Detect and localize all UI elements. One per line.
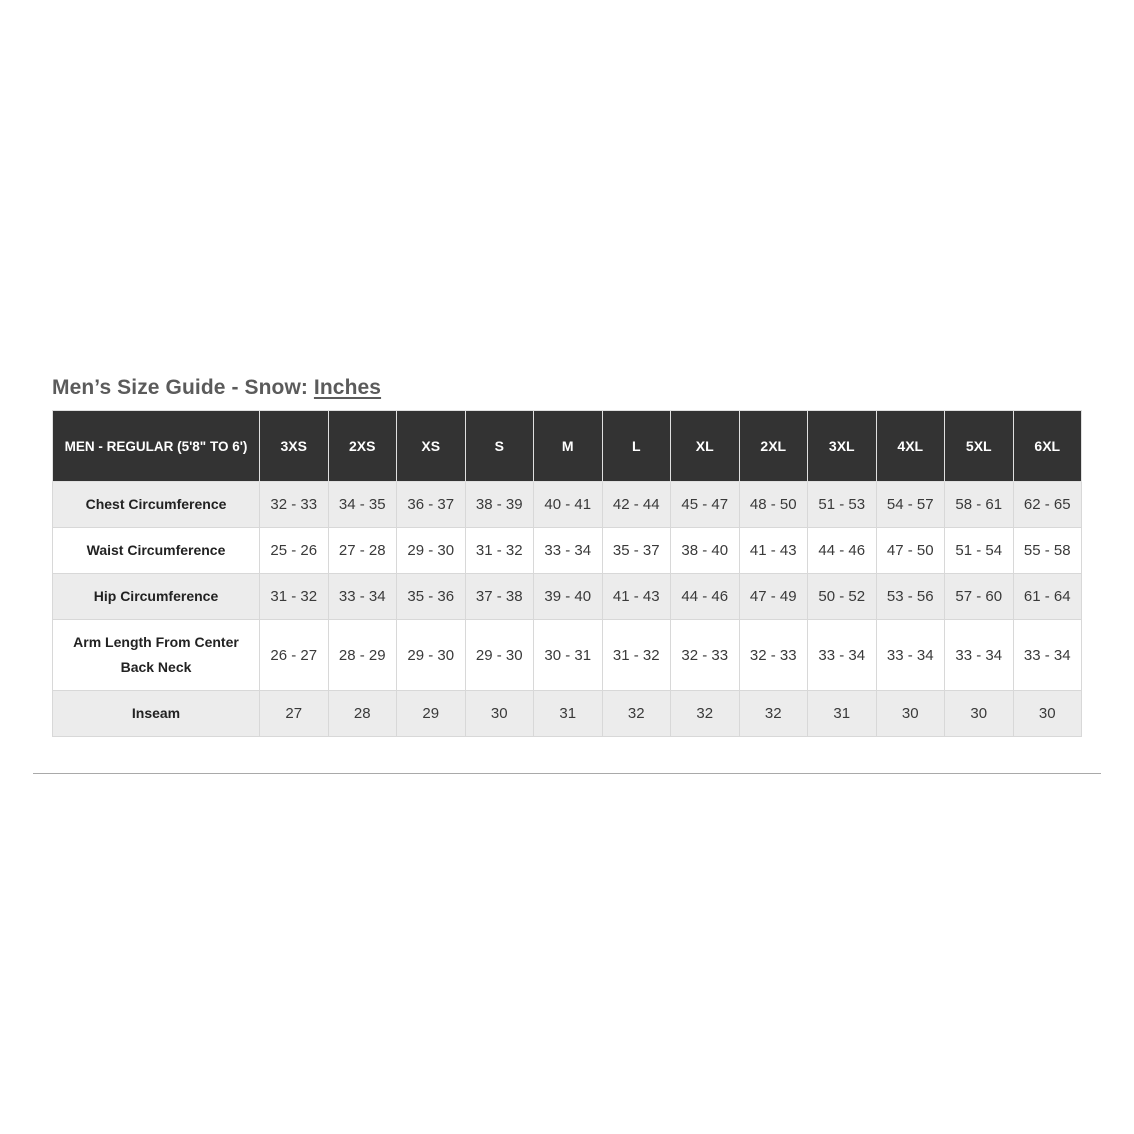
- section-divider: [33, 773, 1101, 774]
- table-cell: 28 - 29: [328, 620, 397, 691]
- table-cell: 55 - 58: [1013, 528, 1082, 574]
- size-column-header: XL: [671, 411, 740, 482]
- row-label: Arm Length From Center Back Neck: [53, 620, 260, 691]
- table-cell: 31 - 32: [465, 528, 534, 574]
- table-cell: 45 - 47: [671, 482, 740, 528]
- table-cell: 35 - 36: [397, 574, 466, 620]
- table-cell: 47 - 49: [739, 574, 808, 620]
- table-cell: 29: [397, 691, 466, 737]
- table-cell: 32 - 33: [671, 620, 740, 691]
- table-cell: 61 - 64: [1013, 574, 1082, 620]
- table-cell: 54 - 57: [876, 482, 945, 528]
- row-label: Chest Circumference: [53, 482, 260, 528]
- table-cell: 62 - 65: [1013, 482, 1082, 528]
- table-cell: 33 - 34: [945, 620, 1014, 691]
- fit-type-header: MEN - REGULAR (5'8" TO 6'): [53, 411, 260, 482]
- size-column-header: 6XL: [1013, 411, 1082, 482]
- table-cell: 27: [260, 691, 329, 737]
- table-cell: 32: [671, 691, 740, 737]
- table-row-chest: [53, 482, 1082, 528]
- table-row-arm-length: [53, 620, 1082, 691]
- size-header-row: [53, 411, 1082, 482]
- table-cell: 33 - 34: [1013, 620, 1082, 691]
- table-cell: 33 - 34: [328, 574, 397, 620]
- table-cell: 32: [739, 691, 808, 737]
- table-cell: 32 - 33: [739, 620, 808, 691]
- table-cell: 34 - 35: [328, 482, 397, 528]
- size-column-header: S: [465, 411, 534, 482]
- size-column-header: L: [602, 411, 671, 482]
- table-cell: 28: [328, 691, 397, 737]
- size-column-header: 3XS: [260, 411, 329, 482]
- table-cell: 48 - 50: [739, 482, 808, 528]
- table-cell: 40 - 41: [534, 482, 603, 528]
- inches-unit-link[interactable]: Inches: [313, 376, 382, 399]
- table-cell: 41 - 43: [739, 528, 808, 574]
- table-cell: 51 - 54: [945, 528, 1014, 574]
- table-cell: 41 - 43: [602, 574, 671, 620]
- table-cell: 51 - 53: [808, 482, 877, 528]
- table-cell: 31: [534, 691, 603, 737]
- title-prefix: Men’s Size Guide - Snow:: [52, 376, 314, 399]
- row-label: Waist Circumference: [53, 528, 260, 574]
- table-cell: 29 - 30: [397, 620, 466, 691]
- table-cell: 37 - 38: [465, 574, 534, 620]
- table-cell: 58 - 61: [945, 482, 1014, 528]
- table-cell: 31 - 32: [260, 574, 329, 620]
- table-cell: 50 - 52: [808, 574, 877, 620]
- table-cell: 35 - 37: [602, 528, 671, 574]
- table-cell: 25 - 26: [260, 528, 329, 574]
- table-cell: 47 - 50: [876, 528, 945, 574]
- table-cell: 38 - 39: [465, 482, 534, 528]
- table-cell: 57 - 60: [945, 574, 1014, 620]
- table-cell: 30: [876, 691, 945, 737]
- table-cell: 30: [945, 691, 1014, 737]
- table-row-hip: [53, 574, 1082, 620]
- table-cell: 30: [465, 691, 534, 737]
- table-cell: 32 - 33: [260, 482, 329, 528]
- table-cell: 33 - 34: [876, 620, 945, 691]
- table-cell: 30: [1013, 691, 1082, 737]
- table-cell: 39 - 40: [534, 574, 603, 620]
- size-column-header: 3XL: [808, 411, 877, 482]
- table-cell: 38 - 40: [671, 528, 740, 574]
- table-cell: 31: [808, 691, 877, 737]
- table-cell: 26 - 27: [260, 620, 329, 691]
- size-column-header: 4XL: [876, 411, 945, 482]
- table-row-waist: [53, 528, 1082, 574]
- size-guide-title: [52, 376, 381, 400]
- table-cell: 53 - 56: [876, 574, 945, 620]
- table-cell: 36 - 37: [397, 482, 466, 528]
- table-cell: 44 - 46: [808, 528, 877, 574]
- table-cell: 42 - 44: [602, 482, 671, 528]
- size-chart-table: [52, 410, 1082, 737]
- row-label: Hip Circumference: [53, 574, 260, 620]
- size-column-header: M: [534, 411, 603, 482]
- table-cell: 44 - 46: [671, 574, 740, 620]
- table-cell: 27 - 28: [328, 528, 397, 574]
- table-cell: 30 - 31: [534, 620, 603, 691]
- size-column-header: XS: [397, 411, 466, 482]
- table-row-inseam: [53, 691, 1082, 737]
- row-label: Inseam: [53, 691, 260, 737]
- table-cell: 29 - 30: [397, 528, 466, 574]
- table-cell: 32: [602, 691, 671, 737]
- size-column-header: 2XS: [328, 411, 397, 482]
- size-column-header: 5XL: [945, 411, 1014, 482]
- size-column-header: 2XL: [739, 411, 808, 482]
- table-cell: 33 - 34: [534, 528, 603, 574]
- table-cell: 31 - 32: [602, 620, 671, 691]
- table-cell: 29 - 30: [465, 620, 534, 691]
- table-cell: 33 - 34: [808, 620, 877, 691]
